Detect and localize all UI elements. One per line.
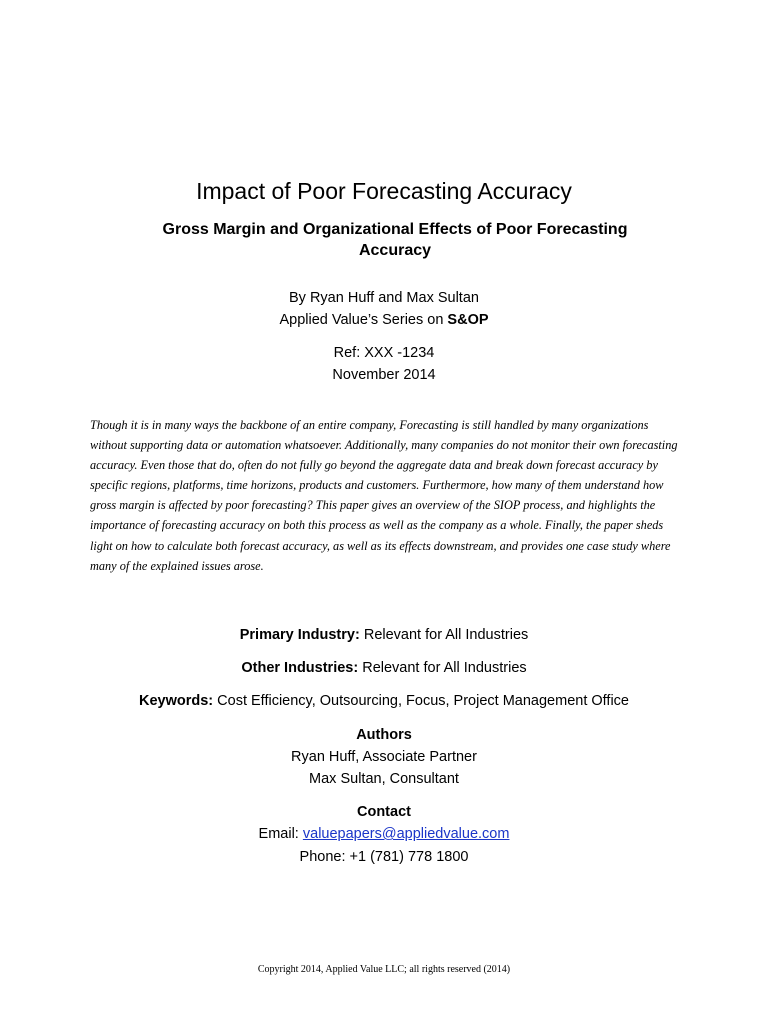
primary-industry-value: Relevant for All Industries: [359, 627, 529, 643]
abstract: Though it is in many ways the backbone of an entire company, Forecasting is still handled by many organizations without supporting data or automation whatsoever. Additionally, many companies do not monitor their own forecasting accuracy. Even those that do, often do not fully go beyond the aggregate data and break down forecast accuracy by specific regions, platforms, time horizons, products and customers. Furthermore, how many of them understand how gross margin is affected by poor forecasting? This paper gives an overview of the SIOP process, and highlights the importance of forecasting accuracy on both this process as well as the company as a whole. Finally, the paper sheds light on how to calculate both forecast accuracy, as well as its effects downstream, and provides one case study where many of the explained issues arose.: [90, 418, 678, 573]
keywords-label: Keywords:: [139, 693, 214, 709]
series-name: S&OP: [447, 312, 489, 328]
document-title: Impact of Poor Forecasting Accuracy: [196, 178, 572, 204]
primary-industry: [0, 625, 768, 645]
copyright-footer: Copyright 2014, Applied Value LLC; all rights reserved (2014): [257, 964, 511, 975]
email-label: Email:: [258, 826, 303, 842]
author-item: Max Sultan, Consultant: [309, 771, 459, 787]
byline: By Ryan Huff and Max Sultan: [289, 290, 479, 306]
authors-heading: Authors: [356, 727, 412, 743]
keywords: [0, 691, 768, 711]
series-line: [0, 310, 768, 330]
primary-industry-label: Primary Industry:: [239, 627, 360, 643]
contact-heading: Contact: [357, 804, 411, 820]
other-industries-label: Other Industries:: [241, 660, 359, 676]
other-industries-value: Relevant for All Industries: [358, 660, 527, 676]
email-link[interactable]: valuepapers@appliedvalue.com: [302, 826, 510, 842]
contact-phone: Phone: +1 (781) 778 1800: [299, 849, 469, 865]
document-subtitle: Gross Margin and Organizational Effects of Poor Forecasting Accuracy: [162, 221, 628, 259]
keywords-value: Cost Efficiency, Outsourcing, Focus, Project Management Office: [213, 693, 629, 709]
reference-number: Ref: XXX -1234: [333, 345, 435, 361]
series-prefix: Applied Value’s Series on: [279, 312, 448, 328]
other-industries: [0, 658, 768, 678]
publication-date: November 2014: [332, 367, 436, 383]
author-item: Ryan Huff, Associate Partner: [291, 749, 477, 765]
contact-email: [0, 824, 768, 844]
